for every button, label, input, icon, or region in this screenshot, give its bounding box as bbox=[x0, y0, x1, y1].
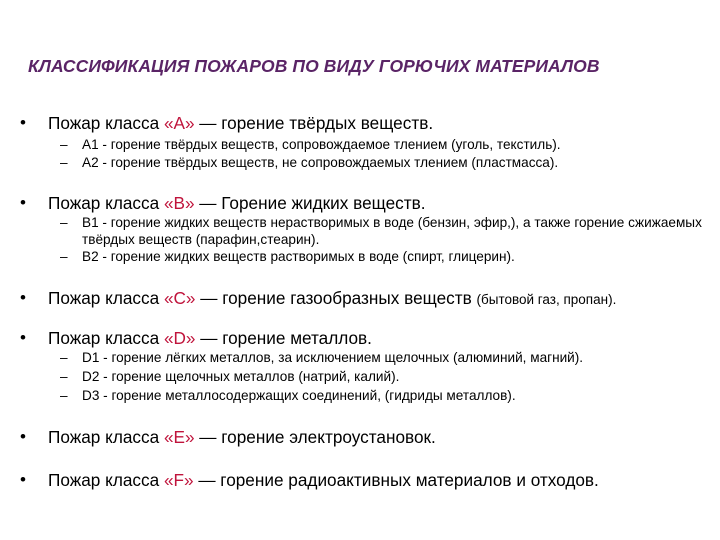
class-letter: «С» bbox=[163, 288, 196, 308]
class-letter: «D» bbox=[163, 328, 196, 348]
class-letter: «Е» bbox=[163, 427, 195, 447]
sub-item-text: В1 - горение жидких веществ нерастворимых в воде (бензин, эфир,), а также горение сжижаемых твёрдых веществ (парафин,стеарин). bbox=[82, 215, 702, 247]
class-letter: «А» bbox=[163, 113, 195, 133]
bullet: • bbox=[20, 113, 26, 132]
sub-item-text: D2 - горение щелочных металлов (натрий, калий). bbox=[82, 369, 400, 384]
bullet: • bbox=[20, 470, 26, 489]
bullet: • bbox=[20, 288, 26, 307]
item-prefix: Пожар класса bbox=[48, 288, 164, 308]
item-prefix: Пожар класса bbox=[48, 427, 164, 447]
item-heading bbox=[48, 470, 599, 490]
item-suffix: — горение радиоактивных материалов и отходов. bbox=[193, 470, 599, 490]
item-prefix: Пожар класса bbox=[48, 328, 164, 348]
bullet: • bbox=[20, 193, 26, 212]
sub-item-text: В2 - горение жидких веществ растворимых в воде (спирт, глицерин). bbox=[82, 249, 515, 264]
item-heading bbox=[48, 113, 433, 133]
sub-item-text: D3 - горение металлосодержащих соединений, (гидриды металлов). bbox=[82, 388, 516, 403]
item-heading bbox=[48, 193, 426, 213]
item-prefix: Пожар класса bbox=[48, 470, 164, 490]
sub-item-text: А2 - горение твёрдых веществ, не сопровождаемых тлением (пластмасса). bbox=[82, 155, 559, 170]
item-suffix: — горение металлов. bbox=[195, 328, 372, 348]
class-letter: «F» bbox=[163, 470, 194, 490]
item-heading bbox=[48, 328, 372, 348]
dash: – bbox=[60, 350, 68, 365]
dash: – bbox=[60, 155, 68, 170]
sub-item-text: D1 - горение лёгких металлов, за исключением щелочных (алюминий, магний). bbox=[82, 350, 584, 365]
dash: – bbox=[60, 388, 68, 403]
sub-item-text: А1 - горение твёрдых веществ, сопровождаемое тлением (уголь, текстиль). bbox=[82, 137, 561, 152]
dash: – bbox=[60, 369, 68, 384]
item-prefix: Пожар класса bbox=[48, 113, 164, 133]
bullet: • bbox=[20, 427, 26, 446]
item-note: (бытовой газ, пропан). bbox=[476, 292, 617, 307]
item-suffix: — горение твёрдых веществ. bbox=[194, 113, 434, 133]
dash: – bbox=[60, 215, 68, 230]
item-heading bbox=[48, 427, 436, 447]
item-prefix: Пожар класса bbox=[48, 193, 164, 213]
dash: – bbox=[60, 249, 68, 264]
item-suffix: — горение газообразных веществ bbox=[195, 288, 477, 308]
item-heading bbox=[48, 288, 616, 310]
bullet: • bbox=[20, 328, 26, 347]
page-title: КЛАССИФИКАЦИЯ ПОЖАРОВ ПО ВИДУ ГОРЮЧИХ МАТЕРИАЛОВ bbox=[28, 56, 600, 76]
item-suffix: — Горение жидких веществ. bbox=[194, 193, 426, 213]
class-letter: «В» bbox=[163, 193, 195, 213]
dash: – bbox=[60, 137, 68, 152]
item-suffix: — горение электроустановок. bbox=[194, 427, 436, 447]
